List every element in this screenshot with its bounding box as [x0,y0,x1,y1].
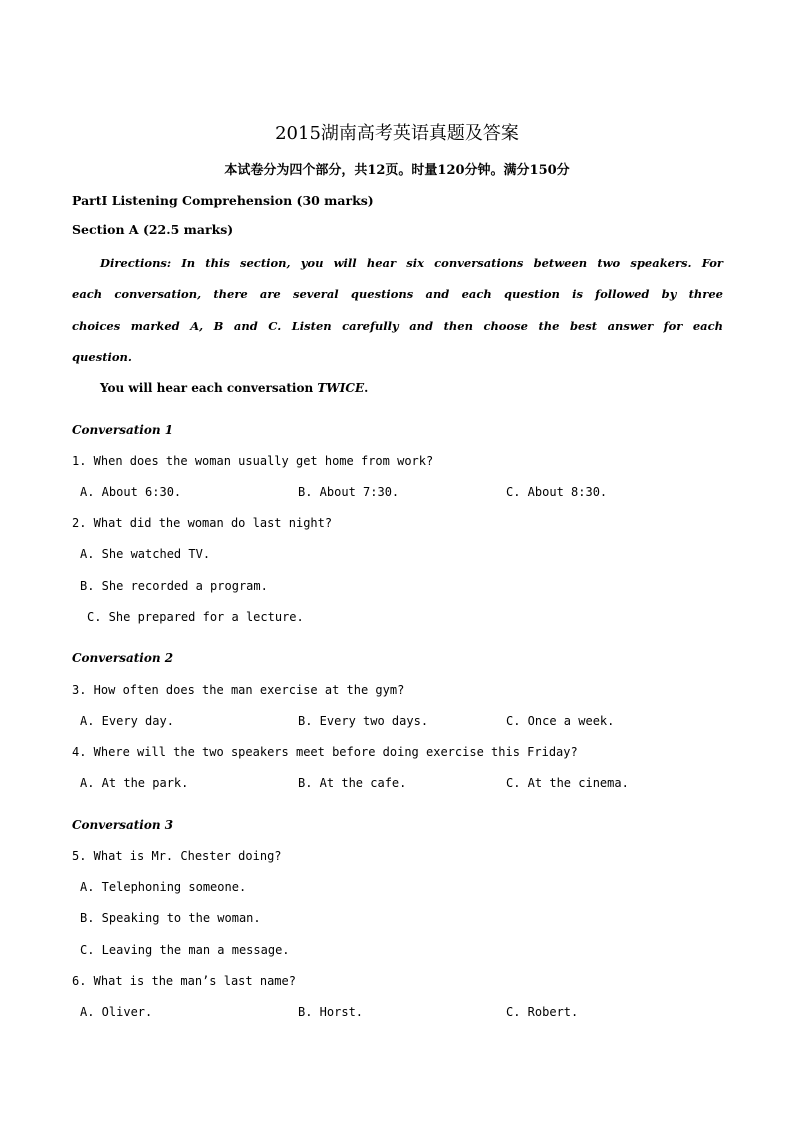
directions-line-3: choices marked A, B and C. Listen carefully and then choose the best answer for each [72,319,723,333]
question-4-option-a: A. At the park. [80,776,189,790]
question-6-option-c: C. Robert. [506,1005,579,1019]
directions-line-1: Directions: In this section, you will hear six conversations between two speakers. For [100,256,723,270]
page-title: 2015湖南高考英语真题及答案 [275,123,519,144]
question-1-option-c: C. About 8:30. [506,485,608,499]
twice-suffix: . [364,381,369,395]
twice-note [100,381,368,395]
question-2-option-c: C. She prepared for a lecture. [87,610,304,624]
question-5-option-b: B. Speaking to the woman. [80,911,261,925]
question-1-option-a: A. About 6:30. [80,485,182,499]
question-6: 6. What is the man’s last name? [72,974,296,988]
question-6-option-b: B. Horst. [298,1005,364,1019]
conversation-1-heading: Conversation 1 [72,423,174,437]
question-1-option-b: B. About 7:30. [298,485,400,499]
directions-line-2: each conversation, there are several questions and each question is followed by three [72,287,723,301]
question-4: 4. Where will the two speakers meet before doing exercise this Friday? [72,745,578,759]
question-3: 3. How often does the man exercise at the gym? [72,683,405,697]
page-subtitle: 本试卷分为四个部分，共12页。时量120分钟。满分150分 [224,163,570,178]
question-3-option-a: A. Every day. [80,714,174,728]
question-5: 5. What is Mr. Chester doing? [72,849,282,863]
question-2-option-b: B. She recorded a program. [80,579,268,593]
part-heading: PartⅠ Listening Comprehension (30 marks) [72,193,374,208]
question-5-option-c: C. Leaving the man a message. [80,943,290,957]
question-4-option-c: C. At the cinema. [506,776,629,790]
directions-line-4: question. [72,350,132,364]
twice-emphasis: TWICE [317,381,365,395]
question-3-option-c: C. Once a week. [506,714,615,728]
question-4-option-b: B. At the cafe. [298,776,407,790]
question-6-option-a: A. Oliver. [80,1005,153,1019]
question-1: 1. When does the woman usually get home from work? [72,454,434,468]
question-5-option-a: A. Telephoning someone. [80,880,247,894]
twice-prefix: You will hear each conversation [100,381,318,395]
question-3-option-b: B. Every two days. [298,714,429,728]
conversation-2-heading: Conversation 2 [72,651,174,665]
question-2: 2. What did the woman do last night? [72,516,333,530]
section-heading: Section A (22.5 marks) [72,222,234,237]
conversation-3-heading: Conversation 3 [72,818,174,832]
question-2-option-a: A. She watched TV. [80,547,211,561]
